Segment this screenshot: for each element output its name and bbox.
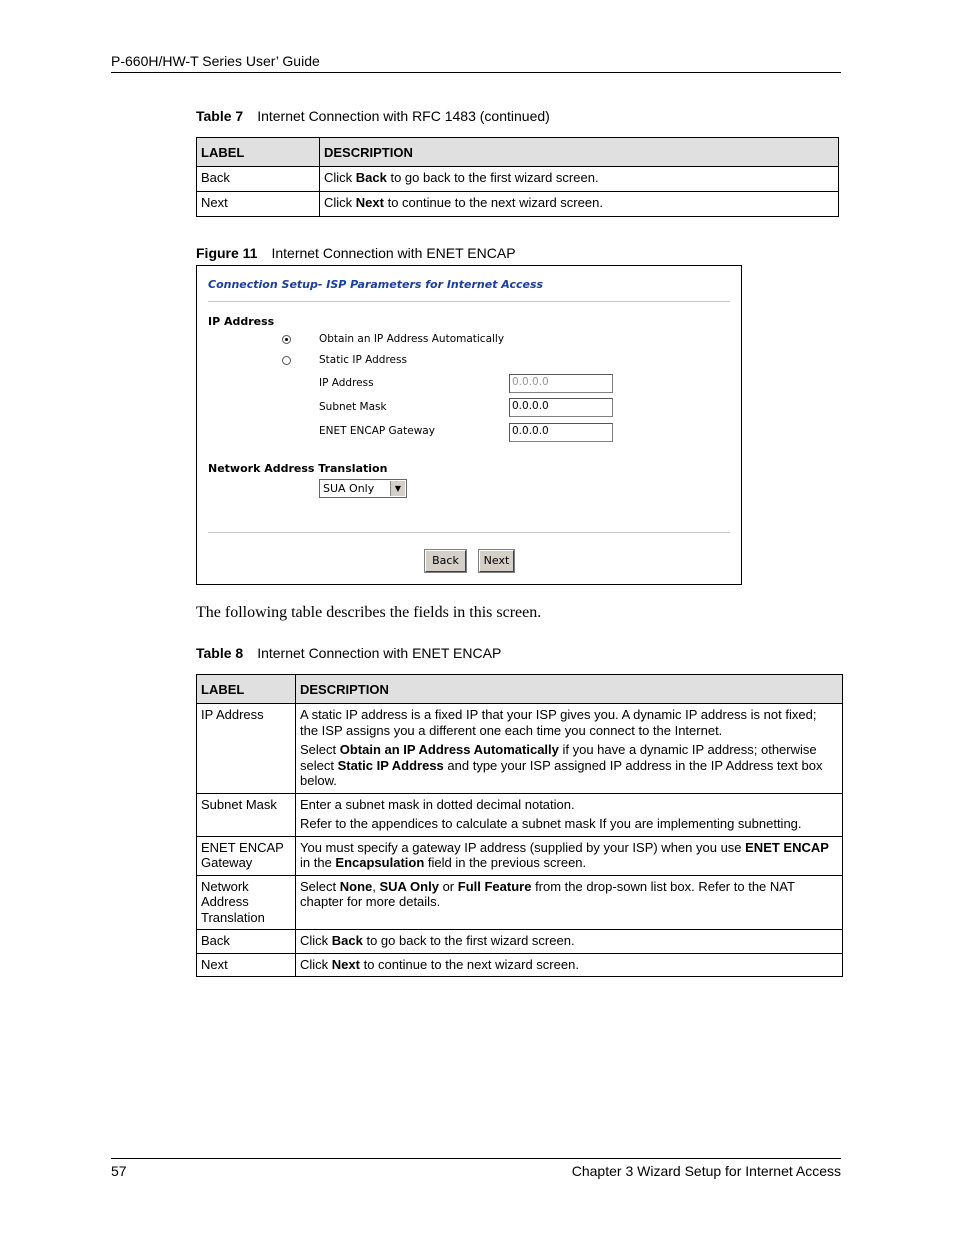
table7 — [196, 137, 839, 217]
row-label: Back — [197, 930, 296, 954]
ip-address-section-label: IP Address — [208, 315, 275, 328]
table7-caption — [196, 108, 550, 124]
screen-title: Connection Setup- ISP Parameters for Internet Access — [208, 278, 544, 291]
chapter-title: Chapter 3 Wizard Setup for Internet Access — [571, 1163, 841, 1179]
back-button[interactable]: Back — [425, 550, 466, 572]
figure-number: Figure 11 — [196, 245, 258, 261]
divider — [208, 301, 730, 302]
table7-title: Internet Connection with RFC 1483 (continued) — [257, 108, 550, 124]
column-header-label: LABEL — [197, 138, 320, 167]
divider — [208, 532, 730, 533]
body-paragraph: The following table describes the fields in this screen. — [196, 604, 542, 621]
row-description: A static IP address is a fixed IP that your ISP gives you. A dynamic IP address is not fixed; the ISP assigns you a different one each time you connect to the Internet. Select Obtain an IP Address Automatically if you have a dynamic IP address; otherwise select Static IP Address and type your ISP assigned IP address in the IP Address text box below. — [296, 704, 843, 794]
row-description: Click Back to go back to the first wizard screen. — [320, 167, 839, 192]
row-label: ENET ENCAP Gateway — [197, 836, 296, 875]
table-row — [197, 167, 839, 192]
page-number: 57 — [111, 1163, 127, 1179]
next-button[interactable]: Next — [479, 550, 514, 572]
table-row — [197, 793, 843, 836]
radio-static-ip[interactable] — [282, 356, 291, 365]
table-row — [197, 953, 843, 977]
guide-title: P-660H/HW-T Series User’ Guide — [111, 53, 320, 69]
figure-caption — [196, 245, 516, 261]
nat-section-label: Network Address Translation — [208, 462, 388, 475]
row-description: Click Back to go back to the first wizard screen. — [296, 930, 843, 954]
ip-address-input[interactable]: 0.0.0.0 — [509, 374, 613, 393]
row-label: IP Address — [197, 704, 296, 794]
table8-number: Table 8 — [196, 645, 244, 661]
column-header-label: LABEL — [197, 675, 296, 704]
row-description: Enter a subnet mask in dotted decimal notation. Refer to the appendices to calculate a subnet mask If you are implementing subnetting. — [296, 793, 843, 836]
page-header — [111, 51, 841, 73]
row-label: Network Address Translation — [197, 875, 296, 930]
gateway-input[interactable]: 0.0.0.0 — [509, 423, 613, 442]
table8-title: Internet Connection with ENET ENCAP — [257, 645, 502, 661]
nat-selected-value: SUA Only — [323, 482, 375, 495]
figure-title: Internet Connection with ENET ENCAP — [271, 245, 516, 261]
figure-screenshot — [196, 265, 742, 585]
subnet-mask-input[interactable]: 0.0.0.0 — [509, 398, 613, 417]
gateway-label: ENET ENCAP Gateway — [319, 425, 435, 437]
column-header-description: DESCRIPTION — [296, 675, 843, 704]
table-row — [197, 875, 843, 930]
table8 — [196, 674, 843, 977]
row-description: Select None, SUA Only or Full Feature from the drop-sown list box. Refer to the NAT chapter for more details. — [296, 875, 843, 930]
row-label: Subnet Mask — [197, 793, 296, 836]
table-row — [197, 192, 839, 217]
chevron-down-icon[interactable]: ▼ — [390, 481, 405, 496]
table-row — [197, 704, 843, 794]
ip-address-label: IP Address — [319, 377, 374, 389]
table-row — [197, 836, 843, 875]
column-header-description: DESCRIPTION — [320, 138, 839, 167]
row-description: You must specify a gateway IP address (supplied by your ISP) when you use ENET ENCAP in the Encapsulation field in the previous screen. — [296, 836, 843, 875]
row-label: Next — [197, 953, 296, 977]
page-footer — [111, 1158, 841, 1183]
table8-header-row — [197, 675, 843, 704]
radio-obtain-automatically-label: Obtain an IP Address Automatically — [319, 333, 505, 345]
subnet-mask-label: Subnet Mask — [319, 401, 387, 413]
table7-number: Table 7 — [196, 108, 244, 124]
radio-obtain-automatically[interactable] — [282, 335, 291, 344]
radio-static-ip-label: Static IP Address — [319, 354, 407, 366]
table-row — [197, 930, 843, 954]
table8-caption — [196, 645, 501, 661]
row-description: Click Next to continue to the next wizard screen. — [296, 953, 843, 977]
row-label: Next — [197, 192, 320, 217]
table7-header-row — [197, 138, 839, 167]
row-description: Click Next to continue to the next wizard screen. — [320, 192, 839, 217]
row-label: Back — [197, 167, 320, 192]
nat-select[interactable] — [319, 479, 407, 498]
